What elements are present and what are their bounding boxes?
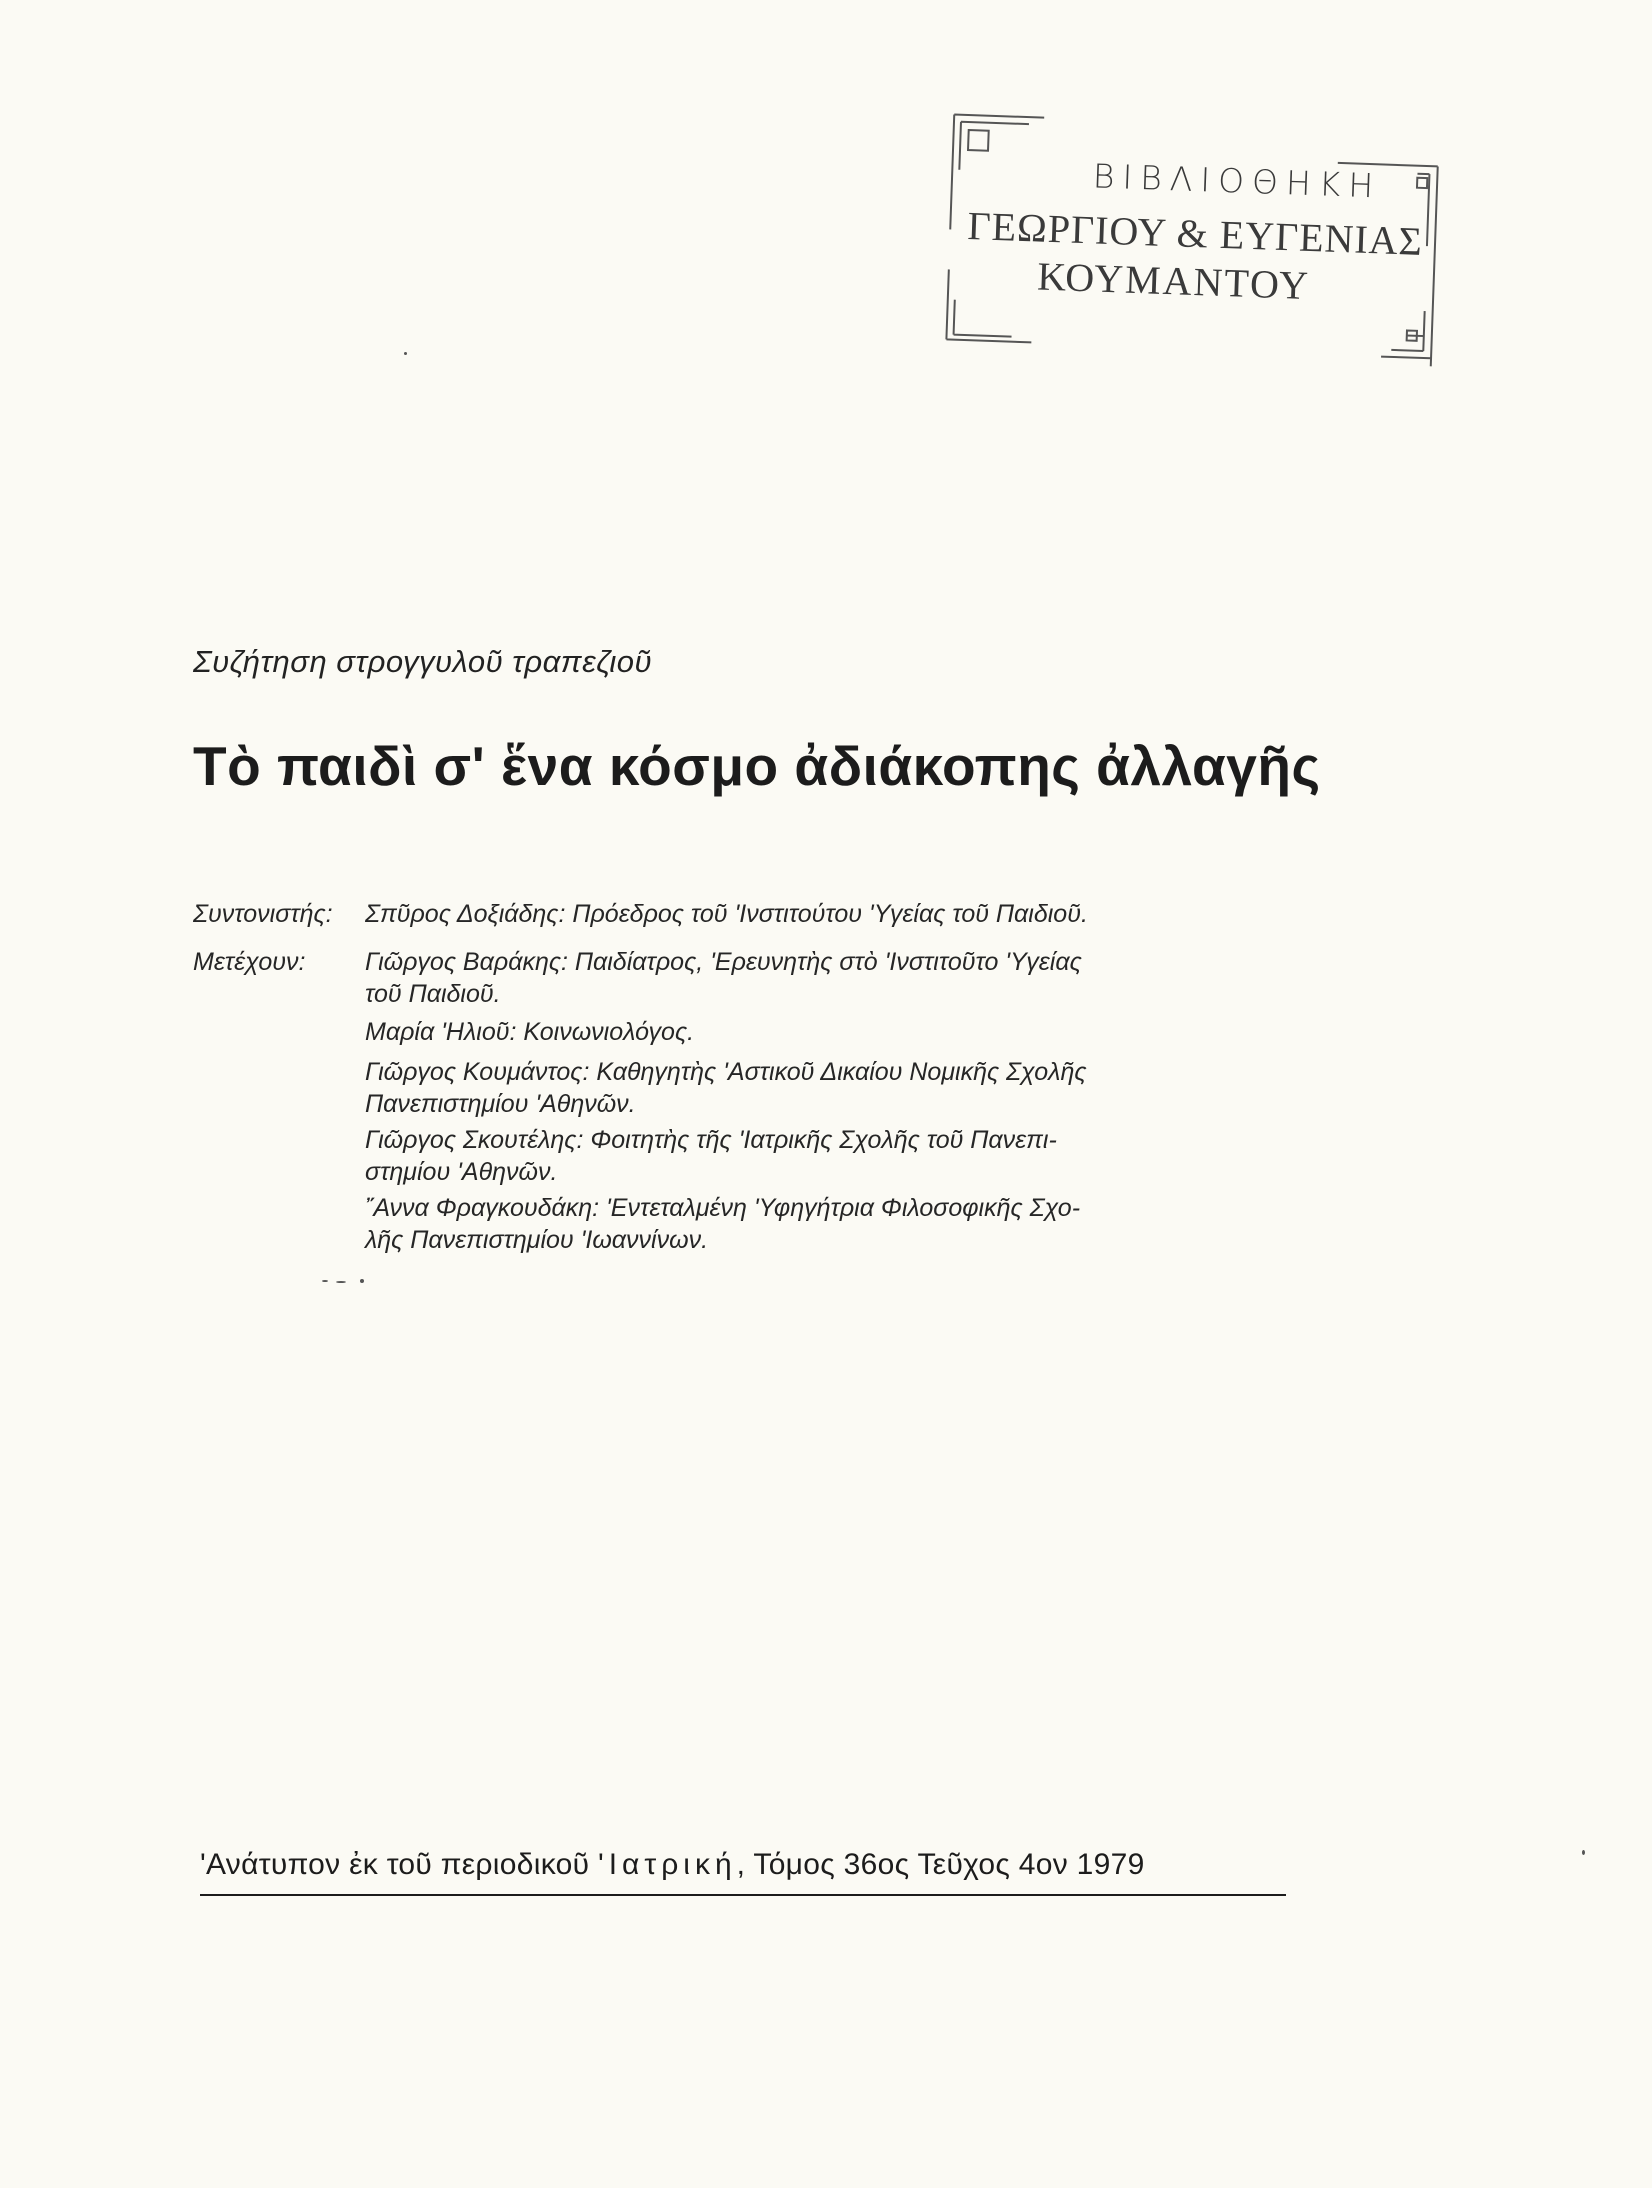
subtitle: Συζήτηση στρογγυλοῦ τραπεζιοῦ	[193, 644, 652, 679]
stamp-library-label: ΒΙΒΛΙΟΘΗΚΗ	[1092, 156, 1382, 206]
scan-speck	[360, 1279, 364, 1283]
entry-line: Γιῶργος Κουμάντος: Καθηγητὴς 'Αστικοῦ Δικαίου Νομικῆς Σχολῆς	[365, 1058, 1087, 1086]
footer-underline	[200, 1894, 1286, 1896]
participant-entry	[365, 946, 1195, 1010]
entry-line: Σπῦρος Δοξιάδης: Πρόεδρος τοῦ 'Ινστιτούτου 'Υγείας τοῦ Παιδιοῦ.	[365, 900, 1088, 928]
entry-line: Γιῶργος Βαράκης: Παιδίατρος, 'Ερευνητὴς στὸ 'Ινστιτοῦτο 'Υγείας	[365, 948, 1082, 976]
stamp-owner-names: ΓΕΩΡΓΙΟΥ & ΕΥΓΕΝΙΑΣ	[966, 203, 1424, 264]
entry-line: ῎Αννα Φραγκουδάκη: 'Εντεταλμένη 'Υφηγήτρια Φιλοσοφικῆς Σχο-	[365, 1194, 1081, 1222]
participant-entry	[365, 1056, 1195, 1120]
participants-label: Μετέχουν:	[193, 948, 306, 976]
participant-entry	[365, 1124, 1195, 1188]
entry-line: Μαρία 'Ηλιοῦ: Κοινωνιολόγος.	[365, 1018, 695, 1046]
page-title: Τὸ παιδὶ σ' ἕνα κόσμο ἀδιάκοπης ἀλλαγῆς	[193, 735, 1321, 797]
scan-speck	[336, 1281, 346, 1283]
journal-name: 'Ιατρική	[597, 1848, 737, 1881]
entry-line: τοῦ Παιδιοῦ.	[365, 980, 501, 1008]
scan-speck	[404, 352, 407, 355]
reprint-note	[200, 1848, 1145, 1882]
coordinator-entry	[365, 898, 1195, 930]
library-stamp	[941, 109, 1449, 371]
entry-line: στημίου 'Αθηνῶν.	[365, 1158, 558, 1186]
reprint-suffix: , Τόμος 36ος Τεῦχος 4ον 1979	[736, 1848, 1145, 1881]
participant-entry	[365, 1192, 1195, 1256]
coordinator-label: Συντονιστής:	[193, 900, 333, 928]
scan-speck	[322, 1280, 328, 1282]
scan-speck	[1582, 1850, 1585, 1855]
entry-line: λῆς Πανεπιστημίου 'Ιωαννίνων.	[365, 1226, 709, 1254]
entry-line: Γιῶργος Σκουτέλης: Φοιτητὴς τῆς 'Ιατρικῆς Σχολῆς τοῦ Πανεπι-	[365, 1126, 1057, 1154]
stamp-owner-surname: ΚΟΥΜΑΝΤΟΥ	[1036, 253, 1311, 309]
entry-line: Πανεπιστημίου 'Αθηνῶν.	[365, 1090, 636, 1118]
participant-entry	[365, 1016, 1195, 1048]
reprint-prefix: 'Ανάτυπον ἐκ τοῦ περιοδικοῦ	[200, 1848, 598, 1881]
